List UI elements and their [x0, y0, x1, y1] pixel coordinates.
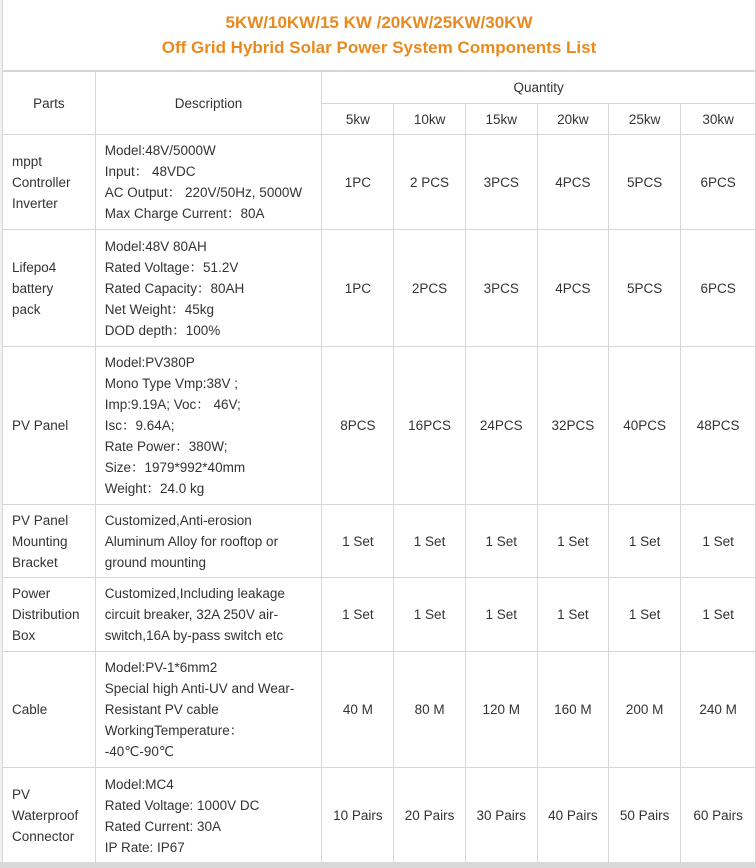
description-line: Special high Anti-UV and Wear- — [104, 681, 295, 696]
quantity-cell: 6PCS — [681, 135, 755, 230]
description-line: switch,16A by-pass switch etc — [104, 628, 284, 643]
part-name-line: Controller — [12, 174, 71, 190]
description-line: Customized,Anti-erosion — [104, 512, 252, 528]
part-name-line: PV — [12, 787, 31, 802]
quantity-cell: 16PCS — [394, 347, 465, 505]
description-line: WorkingTemperature： — [104, 723, 244, 738]
quantity-cell: 200 M — [609, 652, 681, 768]
description-line: Customized,Including leakage — [104, 586, 285, 601]
quantity-cell: 24PCS — [465, 347, 537, 505]
table-row — [3, 578, 755, 652]
header-size: 10kw — [394, 104, 465, 135]
part-name-line: Mounting — [12, 533, 68, 549]
description-cell — [95, 578, 322, 652]
part-name-cell — [3, 578, 95, 652]
quantity-cell: 3PCS — [465, 230, 537, 347]
quantity-cell: 48PCS — [681, 347, 755, 505]
part-name-line: PV Panel — [12, 512, 69, 528]
quantity-cell: 1 Set — [394, 578, 465, 652]
description-cell — [95, 652, 322, 768]
description-line: -40℃-90℃ — [104, 744, 175, 759]
header-size: 20kw — [537, 104, 608, 135]
part-name-line: mppt — [12, 153, 43, 169]
header-size: 15kw — [465, 104, 537, 135]
description-line: ground mounting — [104, 554, 207, 570]
description-line: Rate Power：380W; — [104, 439, 228, 454]
quantity-cell: 1 Set — [681, 578, 755, 652]
quantity-cell: 1 Set — [322, 505, 394, 578]
table-title — [3, 0, 755, 71]
description-line: Model:PV380P — [104, 355, 195, 370]
quantity-cell: 1 Set — [394, 505, 465, 578]
description-line: Rated Voltage: 1000V DC — [104, 797, 260, 813]
description-line: Aluminum Alloy for rooftop or — [104, 533, 279, 549]
part-name-line: Power — [12, 586, 51, 601]
part-name-line: Inverter — [12, 195, 58, 211]
quantity-cell: 3PCS — [465, 135, 537, 230]
description-line: Mono Type Vmp:38V ; — [104, 376, 239, 391]
quantity-cell: 6PCS — [681, 230, 755, 347]
quantity-cell: 40 M — [322, 652, 394, 768]
quantity-cell: 80 M — [394, 652, 465, 768]
table-row — [3, 768, 755, 864]
quantity-cell: 1 Set — [465, 505, 537, 578]
header-size: 30kw — [681, 104, 755, 135]
description-cell — [95, 230, 322, 347]
quantity-cell: 2 PCS — [394, 135, 465, 230]
description-line: Imp:9.19A; Voc： 46V; — [104, 397, 241, 412]
description-cell — [95, 135, 322, 230]
part-name-line: PV Panel — [12, 418, 69, 433]
quantity-cell: 240 M — [681, 652, 755, 768]
quantity-cell: 40PCS — [609, 347, 681, 505]
part-name-cell — [3, 230, 95, 347]
header-description: Description — [95, 72, 322, 135]
description-cell — [95, 347, 322, 505]
quantity-cell: 5PCS — [609, 135, 681, 230]
description-line: Rated Current: 30A — [104, 818, 222, 834]
title-line-1: 5KW/10KW/15 KW /20KW/25KW/30KW — [225, 13, 533, 32]
quantity-cell: 1PC — [322, 230, 394, 347]
horizontal-scrollbar[interactable] — [0, 862, 756, 868]
part-name-line: pack — [12, 301, 41, 317]
part-name-line: Distribution — [12, 607, 80, 622]
quantity-cell: 50 Pairs — [609, 768, 681, 864]
quantity-cell: 120 M — [465, 652, 537, 768]
components-table — [3, 71, 755, 864]
title-line-2: Off Grid Hybrid Solar Power System Components List — [161, 38, 597, 57]
quantity-cell: 1 Set — [609, 578, 681, 652]
quantity-cell: 8PCS — [322, 347, 394, 505]
part-name-cell — [3, 652, 95, 768]
description-line: Max Charge Current：80A — [104, 206, 265, 221]
components-list-panel — [2, 0, 756, 864]
part-name-cell — [3, 347, 95, 505]
description-cell — [95, 505, 322, 578]
table-row — [3, 347, 755, 505]
table-row — [3, 652, 755, 768]
table-row — [3, 505, 755, 578]
part-name-cell — [3, 135, 95, 230]
description-line: DOD depth：100% — [104, 322, 221, 338]
description-line: Rated Capacity：80AH — [104, 280, 245, 296]
quantity-cell: 1 Set — [537, 578, 608, 652]
quantity-cell: 30 Pairs — [465, 768, 537, 864]
header-quantity: Quantity — [322, 72, 755, 104]
quantity-cell: 32PCS — [537, 347, 608, 505]
description-line: Resistant PV cable — [104, 702, 219, 717]
quantity-cell: 1PC — [322, 135, 394, 230]
part-name-line: Lifepo4 — [12, 259, 57, 275]
header-size: 25kw — [609, 104, 681, 135]
quantity-cell: 4PCS — [537, 230, 608, 347]
part-name-line: Connector — [12, 829, 75, 844]
part-name-cell — [3, 768, 95, 864]
description-line: Model:MC4 — [104, 776, 174, 792]
quantity-cell: 160 M — [537, 652, 608, 768]
description-line: IP Rate: IP67 — [104, 839, 185, 855]
quantity-cell: 2PCS — [394, 230, 465, 347]
quantity-cell: 1 Set — [465, 578, 537, 652]
quantity-cell: 60 Pairs — [681, 768, 755, 864]
table-row — [3, 230, 755, 347]
quantity-cell: 1 Set — [681, 505, 755, 578]
description-line: Rated Voltage：51.2V — [104, 259, 239, 275]
description-line: Net Weight：45kg — [104, 301, 215, 317]
description-line: Model:48V/5000W — [104, 143, 216, 158]
description-line: Isc：9.64A; — [104, 418, 175, 433]
part-name-cell — [3, 505, 95, 578]
quantity-cell: 10 Pairs — [322, 768, 394, 864]
quantity-cell: 4PCS — [537, 135, 608, 230]
part-name-line: Bracket — [12, 554, 58, 570]
description-line: Model:48V 80AH — [104, 238, 207, 254]
part-name-line: Waterproof — [12, 808, 79, 823]
part-name-line: Cable — [12, 702, 48, 717]
description-line: AC Output： 220V/50Hz, 5000W — [104, 185, 303, 200]
description-cell — [95, 768, 322, 864]
part-name-line: Box — [12, 628, 36, 643]
description-line: Model:PV-1*6mm2 — [104, 660, 218, 675]
quantity-cell: 1 Set — [322, 578, 394, 652]
header-parts: Parts — [3, 72, 95, 135]
quantity-cell: 5PCS — [609, 230, 681, 347]
quantity-cell: 20 Pairs — [394, 768, 465, 864]
description-line: Weight：24.0 kg — [104, 481, 205, 496]
description-line: circuit breaker, 32A 250V air- — [104, 607, 279, 622]
header-size: 5kw — [322, 104, 394, 135]
quantity-cell: 1 Set — [609, 505, 681, 578]
quantity-cell: 1 Set — [537, 505, 608, 578]
table-row — [3, 135, 755, 230]
description-line: Input： 48VDC — [104, 164, 196, 179]
part-name-line: battery — [12, 280, 54, 296]
description-line: Size：1979*992*40mm — [104, 460, 246, 475]
quantity-cell: 40 Pairs — [537, 768, 608, 864]
